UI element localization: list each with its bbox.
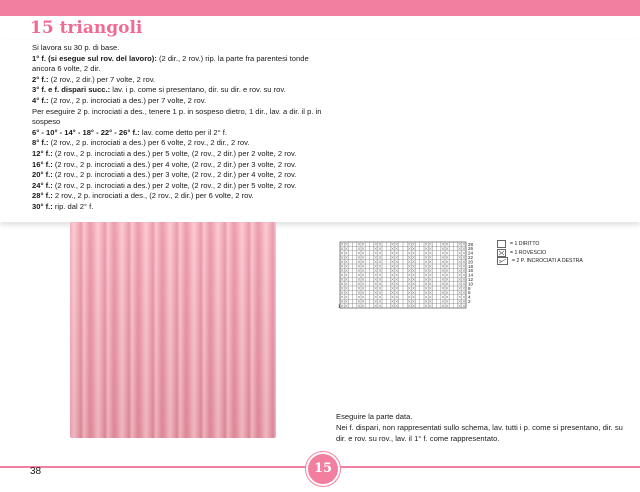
blank-square-icon — [497, 240, 506, 248]
chart-legend — [497, 240, 583, 266]
row-label: 12° f.: — [32, 148, 53, 158]
row-label: 28° f.: — [32, 191, 53, 201]
row-text: Per eseguire 2 p. incrociati a des., tenere 1 p. in sospeso dietro, 1 dir., lav. a dir. il p. in sospeso — [32, 106, 322, 127]
row-number: 20 — [468, 259, 474, 265]
row-number: 2 — [468, 299, 471, 304]
row-number: 6 — [468, 290, 471, 296]
row-number: 8 — [468, 285, 471, 291]
chart-note — [336, 412, 626, 444]
row-label: 16° f.: — [32, 159, 53, 169]
row-number: 26 — [468, 246, 474, 252]
row-text: lav. come detto per il 2° f. — [139, 127, 228, 137]
legend-label: = 1 DIRITTO — [510, 241, 540, 247]
instruction-line — [32, 128, 322, 139]
row-text: (2 rov., 2 p. incrociati a des.) per 2 volte, (2 rov., 2 dir.) per 5 volte, 2 rov. — [52, 180, 297, 190]
instruction-lines — [32, 54, 322, 213]
instructions-text — [32, 43, 322, 213]
x-square-icon — [497, 249, 506, 257]
row-number: 24 — [468, 250, 474, 256]
instruction-line — [32, 160, 322, 171]
row-label: 4° f.: — [32, 95, 49, 105]
legend-item-diritto — [497, 240, 583, 249]
row-label: 1° f. (si esegue sul rov. del lavoro): — [32, 53, 157, 63]
header-bar — [0, 0, 640, 16]
instruction-line — [32, 75, 322, 86]
row-text: rip. dal 2° f. — [52, 201, 94, 211]
row-text: (2 rov., 2 p. incrociati a des.) per 5 volte, (2 rov., 2 dir.) per 2 volte, 2 rov. — [52, 148, 297, 158]
row-number: 12 — [468, 277, 474, 282]
instruction-line — [32, 96, 322, 107]
legend-label: = 1 ROVESCIO — [510, 249, 547, 256]
row-label: 3° f. e f. dispari succ.: — [32, 85, 111, 95]
instruction-line — [32, 138, 322, 149]
row-text: (2 dir., 2 rov.) rip. la parte fra parentesi tonde ancora 6 volte, 2 dir. — [32, 53, 309, 74]
row-number: 18 — [468, 263, 474, 269]
cross-right-icon — [497, 257, 508, 265]
row-text: lav. i p. come si presentano, dir. su dir. e rov. su rov. — [110, 85, 286, 95]
instruction-line — [32, 85, 322, 96]
row-text: (2 rov., 2 p. incrociati a des.) per 3 volte, (2 rov., 2 dir.) per 4 volte, 2 rov. — [52, 170, 297, 180]
start-row-number: 1 — [338, 303, 341, 309]
stitch-chart — [338, 240, 488, 314]
row-text: (2 rov., 2 p. incrociati a des.) per 7 volte, 2 rov. — [48, 95, 207, 105]
instruction-line — [32, 181, 322, 192]
row-number: 16 — [468, 268, 474, 274]
row-number: 4 — [468, 294, 471, 300]
instruction-line — [32, 170, 322, 181]
row-label: 30° f.: — [32, 201, 53, 211]
row-label: 8° f.: — [32, 138, 49, 148]
row-number: 22 — [468, 255, 474, 260]
row-number: 14 — [468, 272, 474, 278]
pattern-number-badge: 15 — [306, 452, 340, 486]
row-label: 6° - 10° - 14° - 18° - 22° - 26° f.: — [32, 127, 140, 137]
row-label: 2° f.: — [32, 74, 49, 84]
row-text: 2 rov., 2 p. incrociati a des., (2 rov., 2 dir.) per 6 volte, 2 rov. — [52, 191, 254, 201]
instruction-line — [32, 107, 322, 128]
instruction-line — [32, 191, 322, 202]
note-line-2: Nei f. dispari, non rappresentati sullo schema, lav. tutti i p. come si presentano, dir. su dir. e rov. su rov., lav. il 1° f. come rappresentato. — [336, 422, 623, 443]
instructions-intro: Si lavora su 30 p. di base. — [32, 43, 120, 52]
instruction-line — [32, 54, 322, 75]
note-line-1: Eseguire la parte data. — [336, 412, 413, 421]
row-text: (2 rov., 2 p. incrociati a des.) per 4 volte, (2 rov., 2 dir.) per 3 volte, 2 rov. — [52, 159, 297, 169]
page-number: 38 — [30, 466, 42, 477]
knitted-swatch-image — [70, 222, 276, 438]
row-label: 24° f.: — [32, 180, 53, 190]
row-number: 28 — [468, 241, 474, 247]
instruction-line — [32, 202, 322, 213]
row-text: (2 rov., 2 dir.) per 7 volte, 2 rov. — [48, 74, 156, 84]
legend-label: = 2 P. INCROCIATI A DESTRA — [512, 258, 583, 265]
row-number: 10 — [468, 281, 474, 287]
page-title: 15 triangoli — [30, 18, 143, 38]
row-label: 20° f.: — [32, 170, 53, 180]
legend-item-rovescio — [497, 249, 583, 258]
row-text: (2 rov., 2 p. incrociati a des.) per 6 volte, 2 rov., 2 dir., 2 rov. — [48, 138, 250, 148]
legend-item-incrociati — [497, 257, 583, 266]
instruction-line — [32, 149, 322, 160]
